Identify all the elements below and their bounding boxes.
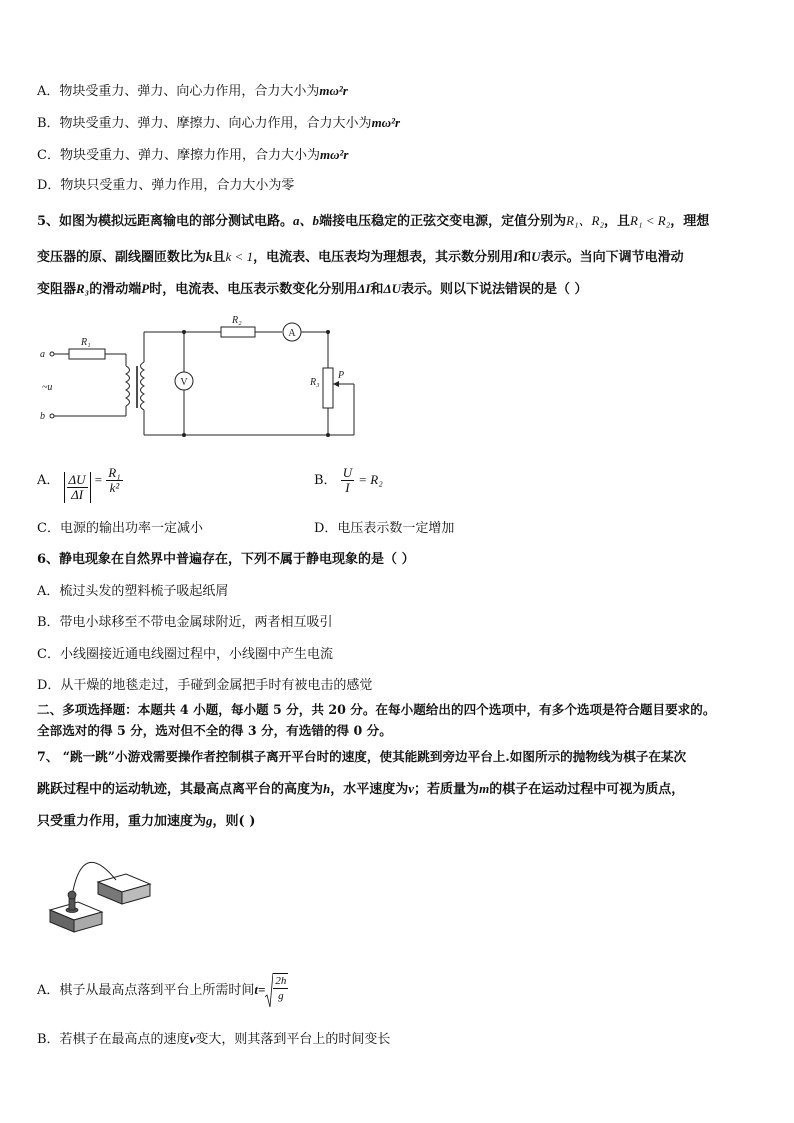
q5-option-a: A． $\frac{\Delta U}{\Delta I}$ = $\frac{\text{R₁}}{\text{k²}}$ [37, 465, 121, 502]
q6-stem: 6、静电现象在自然界中普遍存在，下列不属于静电现象的是（ ） [37, 552, 415, 567]
q6-option-d: D．从干燥的地毯走过，手碰到金属把手时有被电击的感觉 [37, 678, 373, 693]
sqrt-sign-icon [265, 973, 273, 1009]
q6-option-c: C．小线圈接近通电线圈过程中，小线圈中产生电流 [37, 647, 333, 662]
q4-option-b: B．物块受重力、弹力、摩擦力、向心力作用，合力大小为mω²r [37, 115, 401, 131]
q4-option-a: A．物块受重力、弹力、向心力作用，合力大小为mω²r [37, 83, 348, 99]
q4-option-c: C．物块受重力、弹力、摩擦力作用，合力大小为mω²r [37, 147, 349, 163]
q6-option-a: A．梳过头发的塑料梳子吸起纸屑 [37, 584, 229, 599]
q7-stem-line1: 7、 “跳一跳”小游戏需要操作者控制棋子离开平台时的速度，使其能跳到旁边平台上.如图所示的抛物线为棋子在某次 [37, 749, 687, 764]
source-u-label: ~u [42, 382, 53, 393]
q5-stem-line2: 变压器的原、副线圈匝数比为k且k < 1，电流表、电压表均为理想表，其示数分别用I和U表示。当向下调节电滑动 [37, 249, 684, 265]
section2-heading-line1: 二、多项选择题：本题共 4 小题，每小题 5 分，共 20 分。在每小题给出的四个选项中，有多个选项是符合题目要求的。 [37, 702, 716, 717]
q5-circuit-diagram [36, 310, 366, 442]
q5-option-c: C．电源的输出功率一定减小 [37, 521, 203, 536]
r3-label: R₃ [310, 377, 320, 388]
q7-stem-line2: 跳跃过程中的运动轨迹，其最高点离平台的高度为h，水平速度为v；若质量为m的棋子在运动过程中可视为质点， [37, 781, 685, 797]
q5-stem-line3: 变阻器R₃的滑动端P时，电流表、电压表示数变化分别用ΔI和ΔU表示。则以下说法错误的是（ ） [37, 281, 588, 297]
r1-label: R₁ [81, 337, 91, 348]
q5-stem-line1: 5、如图为模拟远距离输电的部分测试电路。a、b端接电压稳定的正弦交变电源，定值分别为R₁、R₂，且R₁ < R₂，理想 [37, 213, 710, 229]
section2-heading-line2: 全部选对的得 5 分，选对但不全的得 3 分，有选错的得 0 分。 [37, 723, 392, 738]
voltmeter-label: V [180, 377, 188, 388]
q6-option-b: B．带电小球移至不带电金属球附近，两者相互吸引 [37, 615, 333, 630]
r2-label: R₂ [232, 315, 242, 326]
ammeter-label: A [288, 328, 296, 339]
q7-option-a: A．棋子从最高点落到平台上所需时间t= $\frac{2h}{g}$ [37, 970, 288, 1011]
slider-p-label: P [338, 370, 345, 381]
q5-option-d: D．电压表示数一定增加 [314, 521, 455, 536]
q5-option-b: B． $\frac{U}{I}$ = R₂ [314, 465, 383, 495]
q4-option-d: D．物块只受重力、弹力作用，合力大小为零 [37, 178, 295, 193]
q7-option-b: B．若棋子在最高点的速度v变大，则其落到平台上的时间变长 [37, 1031, 391, 1047]
terminal-b-label: b [40, 411, 45, 422]
terminal-a-label: a [40, 349, 45, 360]
q7-stem-line3: 只受重力作用，重力加速度为g，则( ) [37, 813, 256, 829]
q7-jump-figure [46, 852, 158, 944]
